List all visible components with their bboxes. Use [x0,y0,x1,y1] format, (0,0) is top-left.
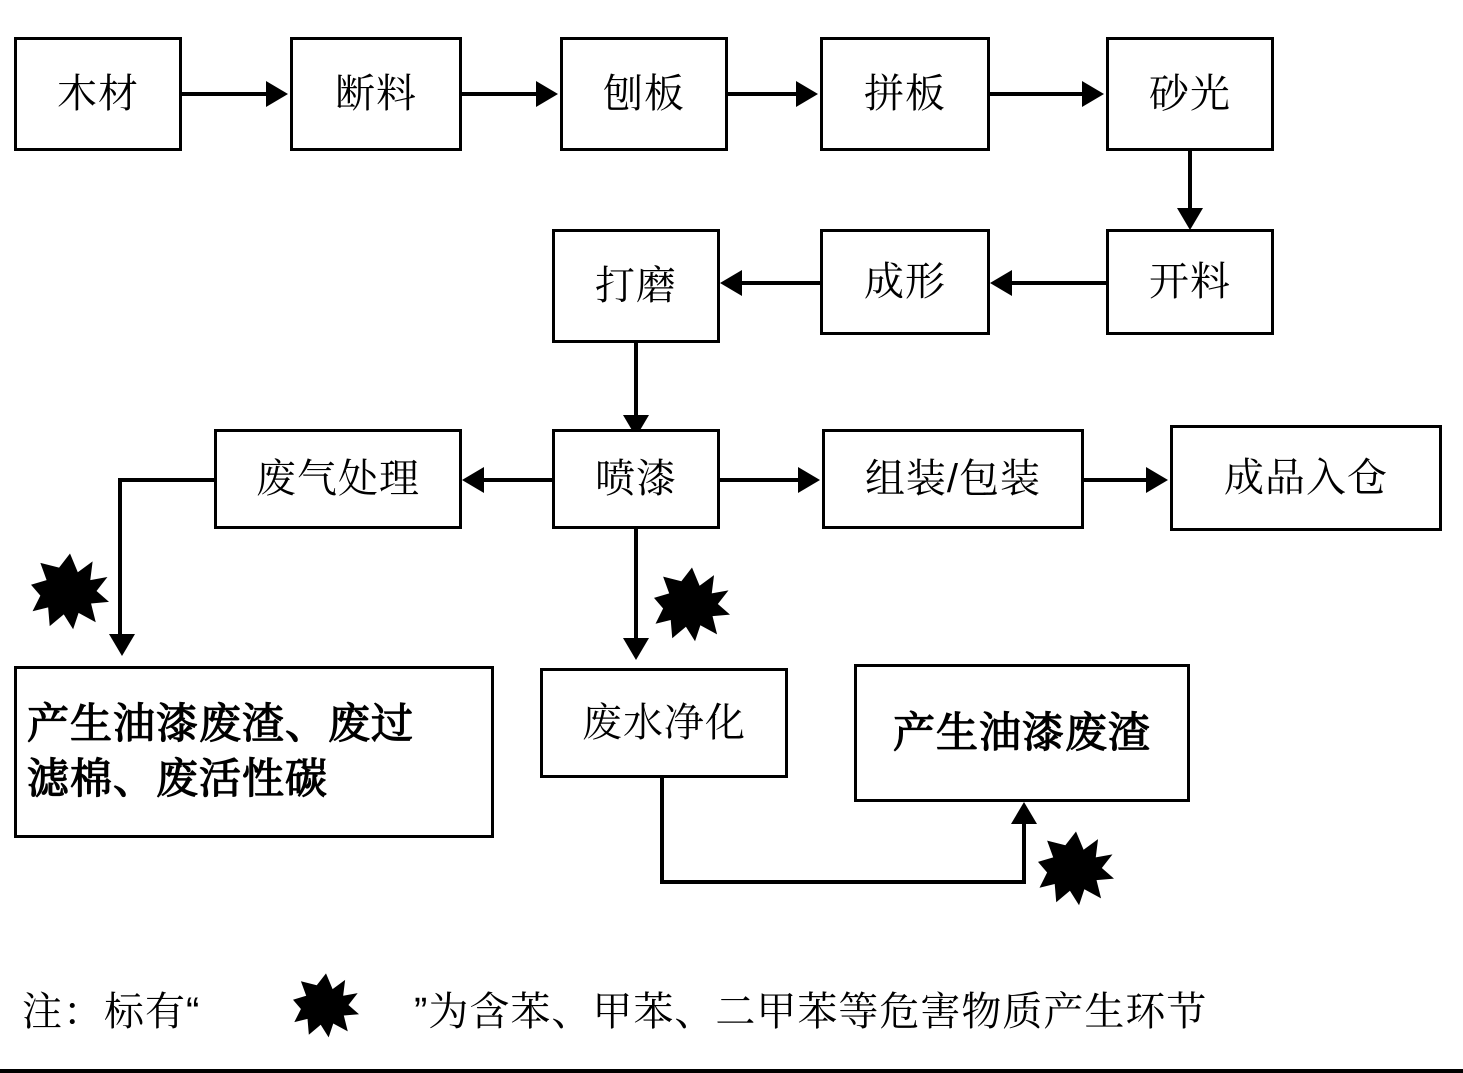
connector-exhaust-waste-v [118,478,122,643]
node-grinding: 打磨 [552,229,720,343]
connector-spray-assembly [720,478,800,482]
arrowhead-stockcut-forming [990,270,1012,296]
arrowhead-exhaust-waste [109,634,135,656]
arrowhead-forming-grinding [720,270,742,296]
connector-wood-cutting [182,92,268,96]
star-burst-icon-sludge [1034,830,1118,906]
star-burst-icon-exhaust [26,552,114,630]
solid-waste-line-2: 滤棉、废活性碳 [27,755,329,802]
connector-water-sludge-h [660,880,1026,884]
arrowhead-cutting-planing [536,81,558,107]
star-burst-icon-legend [278,972,374,1038]
connector-water-sludge-v2 [1022,822,1026,884]
connector-spray-exhaust [484,478,552,482]
connector-exhaust-waste-h [118,478,216,482]
arrowhead-spray-exhaust [462,467,484,493]
node-stock-cut: 开料 [1106,229,1274,335]
arrowhead-planing-jointing [796,81,818,107]
connector-grinding-spray [634,343,638,425]
note-prefix: 注：标有“ [22,990,201,1034]
arrowhead-wood-cutting [266,81,288,107]
note-suffix: ”为含苯、甲苯、二甲苯等危害物质产生环节 [414,990,1208,1034]
node-solid-waste [14,666,494,838]
node-wood: 木材 [14,37,182,151]
solid-waste-line-1: 产生油漆废渣、废过 [27,700,415,748]
arrowhead-assembly-warehouse [1146,467,1168,493]
connector-forming-grinding [742,281,820,285]
node-assembly-packaging: 组装/包装 [822,429,1084,529]
arrowhead-spray-assembly [798,467,820,493]
arrowhead-spray-water [623,638,649,660]
connector-water-sludge-v1 [660,778,664,884]
node-cutting: 断料 [290,37,462,151]
star-burst-icon-spray [650,566,734,642]
node-jointing: 拼板 [820,37,990,151]
bottom-divider [0,1069,1463,1073]
node-finished-warehouse: 成品入仓 [1170,425,1442,531]
node-exhaust-treatment: 废气处理 [214,429,462,529]
node-sanding: 砂光 [1106,37,1274,151]
arrowhead-sanding-stockcut [1177,208,1203,230]
node-planing: 刨板 [560,37,728,151]
node-forming: 成形 [820,229,990,335]
node-water-purification: 废水净化 [540,668,788,778]
connector-stockcut-forming [1012,281,1106,285]
connector-cutting-planing [462,92,538,96]
node-spray: 喷漆 [552,429,720,529]
arrowhead-water-sludge [1011,802,1037,824]
node-paint-sludge: 产生油漆废渣 [854,664,1190,802]
arrowhead-jointing-sanding [1082,81,1104,107]
connector-assembly-warehouse [1084,478,1148,482]
connector-planing-jointing [728,92,798,96]
connector-spray-water-v [634,529,638,649]
connector-jointing-sanding [990,92,1084,96]
